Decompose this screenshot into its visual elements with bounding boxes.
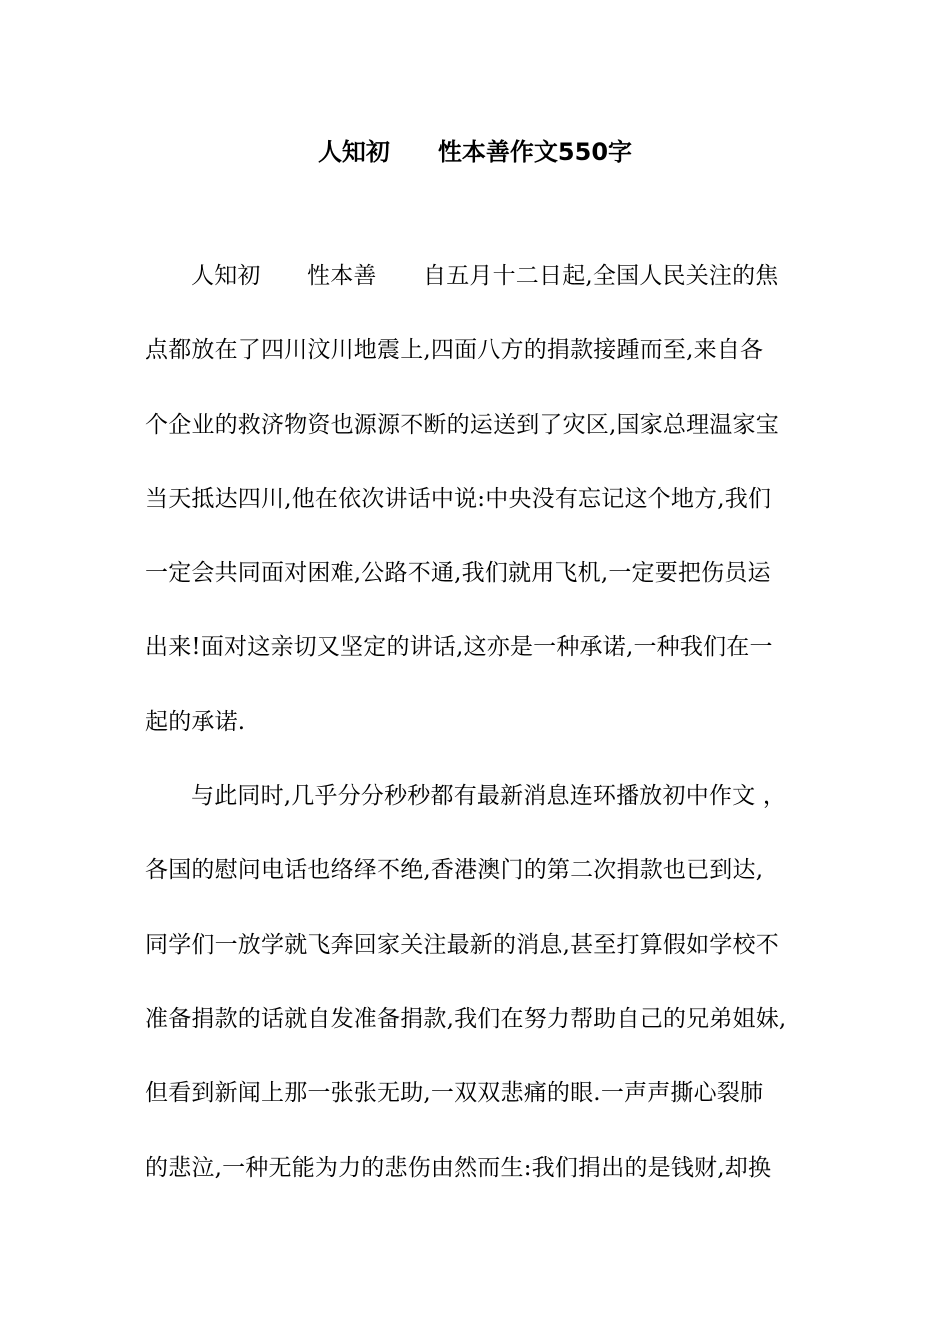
body-line: 起的承诺. [145,708,246,735]
document-title: 人知初 性本善作文550字 [317,138,633,166]
body-line: 与此同时,几乎分分秒秒都有最新消息连环播放初中作文 ， [191,783,787,810]
body-line: 一定会共同面对困难,公路不通,我们就用飞机,一定要把伤员运 [145,560,771,587]
body-line: 各国的慰问电话也络绎不绝,香港澳门的第二次捐款也已到达, [145,857,764,884]
body-line: 当天抵达四川,他在依次讲话中说:中央没有忘记这个地方,我们 [145,485,772,512]
document-body [145,254,815,1220]
body-line: 的悲泣,一种无能为力的悲伤由然而生:我们捐出的是钱财,却换 [145,1154,772,1181]
body-line: 人知初 性本善 自五月十二日起,全国人民关注的焦 [191,263,779,289]
body-line: 出来!面对这亲切又坚定的讲话,这亦是一种承诺,一种我们在一 [145,634,773,661]
body-line: 准备捐款的话就自发准备捐款,我们在努力帮助自己的兄弟姐妹, [145,1005,787,1032]
body-line: 同学们一放学就飞奔回家关注最新的消息,甚至打算假如学校不 [145,931,779,958]
body-line: 但看到新闻上那一张张无助,一双双悲痛的眼.一声声撕心裂肺 [145,1080,764,1107]
body-line: 个企业的救济物资也源源不断的运送到了灾区,国家总理温家宝 [145,411,779,438]
body-line: 点都放在了四川汶川地震上,四面八方的捐款接踵而至,来自各 [145,337,764,364]
